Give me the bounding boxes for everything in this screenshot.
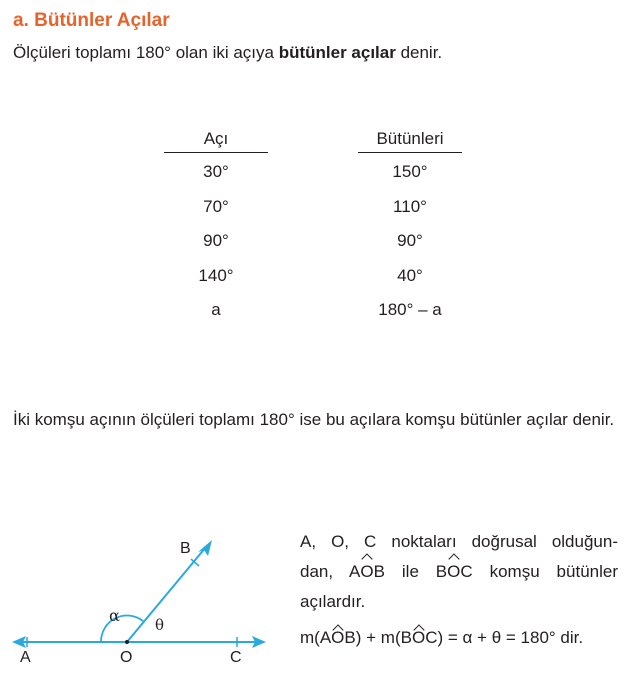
explanation-text: C komşu bütünler [460,562,618,581]
angle-vertex-o: O [447,557,460,587]
figure-explanation [300,527,618,617]
angle-vertex-o: O [360,557,373,587]
angle-cell: 90° [203,231,229,250]
supplement-cell: 150° [392,162,428,181]
formula-text: B) + m(B [344,628,412,647]
supplement-column [358,126,462,328]
angle-diagram [0,525,290,675]
sum-formula [300,628,583,648]
intro-text-end: denir. [395,43,443,62]
angle-cell: 70° [203,196,229,216]
angle-cell: a [211,300,221,319]
supplement-cell: 40° [397,265,423,285]
alpha-arc [101,615,143,642]
angle-vertex-o: O [331,628,345,647]
explanation-line-1: A, O, C noktaları doğrusal olduğun- [300,532,618,551]
angle-column [164,126,268,328]
label-theta: θ [155,616,165,634]
angle-column-header: Açı [164,126,268,153]
label-c: C [230,649,242,666]
explanation-text: dan, A [300,562,361,581]
label-alpha: α [109,606,120,625]
supplement-column-header: Bütünleri [358,126,462,153]
adjacent-definition: İki komşu açının ölçüleri toplamı 180° ise bu açılara komşu bütünler açılar denir. [13,410,615,429]
section-heading: a. Bütünler Açılar [13,10,170,31]
label-b: B [180,540,191,557]
intro-text-start: Ölçüleri toplamı 180° olan iki açıya [13,43,279,62]
explanation-text: B ile B [373,562,448,581]
label-a: A [20,649,31,666]
point-o-dot [125,640,129,644]
formula-text: C) = α + θ = 180° dir. [425,628,584,647]
supplement-cell: 180° – a [378,300,442,319]
label-o: O [120,649,133,666]
angle-cell: 140° [198,265,234,285]
angle-vertex-o: O [411,628,426,647]
supplement-cell: 110° [393,196,427,216]
formula-text: m(A [300,628,332,647]
supplement-cell: 90° [397,231,423,250]
angle-cell: 30° [203,162,229,181]
intro-paragraph [13,41,442,65]
explanation-line-2 [300,557,618,587]
explanation-line-3: açılardır. [300,592,366,611]
intro-term-bold: bütünler açılar [278,43,396,62]
